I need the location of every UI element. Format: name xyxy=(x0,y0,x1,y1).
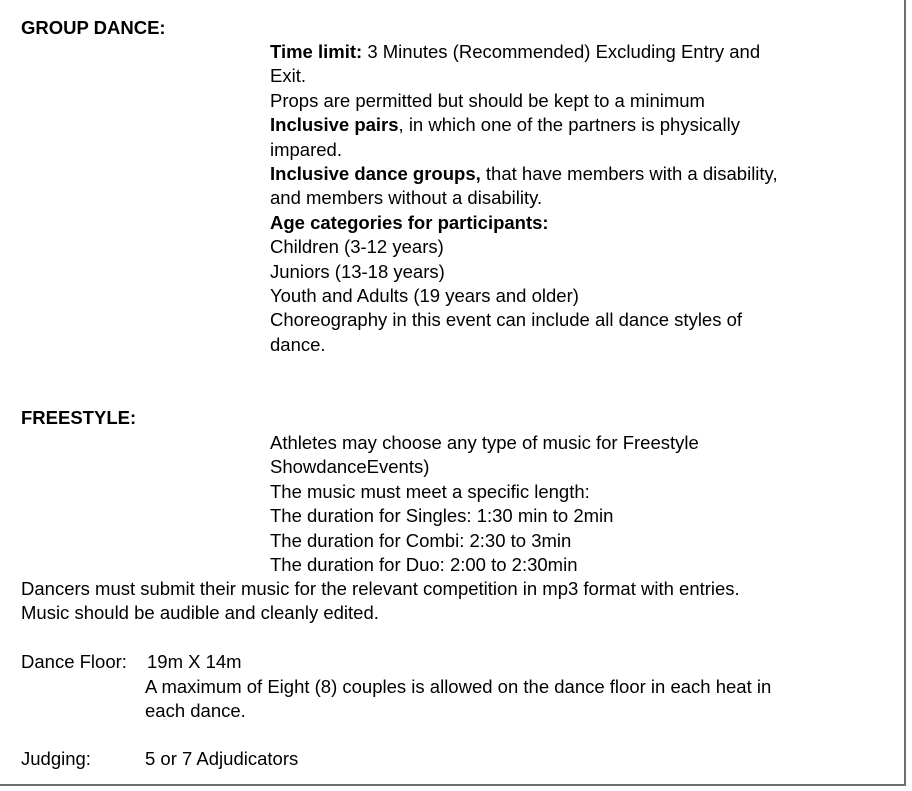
freestyle-music-line1: Athletes may choose any type of music for Freestyle xyxy=(270,432,699,453)
judging-value: 5 or 7 Adjudicators xyxy=(145,748,299,769)
inclusive-groups-text: that have members with a disability, xyxy=(480,163,778,185)
couples-line1: A maximum of Eight (8) couples is allowed on the dance floor in each heat in xyxy=(145,676,772,697)
freestyle-heading: FREESTYLE: xyxy=(21,407,137,428)
dance-floor-value: 19m X 14m xyxy=(147,651,242,672)
inclusive-pairs-label: Inclusive pairs xyxy=(270,114,399,136)
inclusive-pairs-text: , in which one of the partners is physically xyxy=(398,114,740,136)
age-youth-adults: Youth and Adults (19 years and older) xyxy=(270,285,579,307)
dance-floor-label: Dance Floor: xyxy=(21,651,127,672)
group-dance-details xyxy=(270,40,778,357)
duration-duo: The duration for Duo: 2:00 to 2:30min xyxy=(270,554,578,576)
inclusive-groups-line xyxy=(270,162,778,186)
inclusive-groups-cont: and members without a disability. xyxy=(270,187,543,209)
freestyle-details xyxy=(270,431,699,577)
judging-label: Judging: xyxy=(21,748,91,769)
time-limit-line xyxy=(270,40,778,64)
couples-line2: each dance. xyxy=(145,700,246,722)
age-categories-heading: Age categories for participants: xyxy=(270,211,549,233)
duration-singles: The duration for Singles: 1:30 min to 2min xyxy=(270,505,614,527)
age-juniors: Juniors (13-18 years) xyxy=(270,260,445,282)
submit-music-line: Dancers must submit their music for the relevant competition in mp3 format with entries. xyxy=(21,578,740,599)
couples-rule xyxy=(145,675,771,724)
inclusive-pairs-cont: impared. xyxy=(270,138,342,160)
time-limit-cont: Exit. xyxy=(270,65,306,87)
choreography-line2: dance. xyxy=(270,333,326,355)
age-children: Children (3-12 years) xyxy=(270,236,444,258)
inclusive-pairs-line xyxy=(270,113,778,137)
music-length-line: The music must meet a specific length: xyxy=(270,480,590,502)
inclusive-groups-label: Inclusive dance groups, xyxy=(270,163,481,185)
time-limit-label: Time limit: xyxy=(270,41,363,62)
choreography-line1: Choreography in this event can include all dance styles of xyxy=(270,309,743,331)
duration-combi: The duration for Combi: 2:30 to 3min xyxy=(270,529,572,551)
audible-line: Music should be audible and cleanly edited. xyxy=(21,602,379,624)
freestyle-music-line2: ShowdanceEvents) xyxy=(270,456,430,478)
group-dance-heading: GROUP DANCE: xyxy=(21,17,166,38)
music-submission xyxy=(21,577,740,626)
props-line: Props are permitted but should be kept to a minimum xyxy=(270,89,705,111)
time-limit-text: 3 Minutes (Recommended) Excluding Entry and xyxy=(362,41,761,62)
